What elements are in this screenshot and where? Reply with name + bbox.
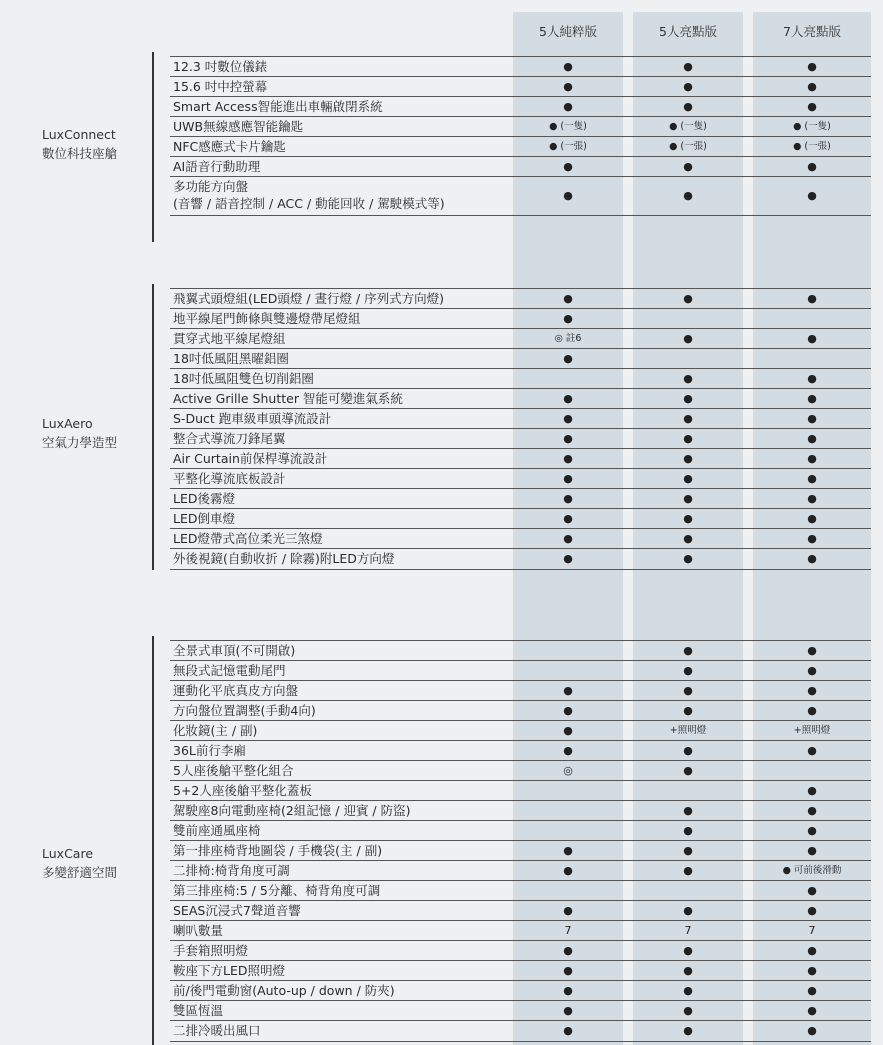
table-row — [170, 528, 871, 549]
cell-value: ● — [563, 100, 573, 113]
table-row — [170, 920, 871, 941]
cell-value: ● — [683, 684, 693, 697]
cell-value: ● — [683, 1004, 693, 1017]
table-row — [170, 448, 871, 469]
table-row — [170, 288, 871, 309]
cell-value: ● — [683, 804, 693, 817]
section-divider-bar — [152, 284, 154, 570]
cell-value: ● — [807, 644, 817, 657]
table-row — [170, 56, 871, 77]
cell-value: ● — [563, 452, 573, 465]
cell-value: ● — [683, 432, 693, 445]
row-label: LED燈帶式高位柔光三煞燈 — [173, 531, 323, 546]
cell-value: ● — [683, 664, 693, 677]
row-label: LED後霧燈 — [173, 491, 235, 506]
row-label: 5+2人座後艙平整化蓋板 — [173, 783, 312, 798]
cell-value: ● — [807, 744, 817, 757]
cell-value: ● — [807, 804, 817, 817]
cell-value: ● — [683, 984, 693, 997]
cell-value: ● — [807, 824, 817, 837]
row-label: 雙區恆溫 — [173, 1003, 224, 1018]
cell-value: ● — [683, 332, 693, 345]
table-row — [170, 760, 871, 781]
cell-value: ● — [563, 472, 573, 485]
cell-value: ● — [807, 552, 817, 565]
cell-value: ● — [563, 60, 573, 73]
cell-value: ● — [807, 412, 817, 425]
cell-value: ● — [807, 512, 817, 525]
cell-value: ● — [563, 532, 573, 545]
cell-value: 7 — [684, 924, 692, 937]
cell-value: ● — [563, 189, 573, 202]
row-label: 15.6 吋中控螢幕 — [173, 79, 268, 94]
cell-value: ◎ — [563, 764, 573, 777]
table-row — [170, 176, 871, 216]
row-label: 雙前座通風座椅 — [173, 823, 261, 838]
cell-value: ● — [683, 552, 693, 565]
table-row — [170, 740, 871, 761]
cell-value: ● — [683, 744, 693, 757]
cell-value: ● — [683, 100, 693, 113]
cell-value: ● — [683, 512, 693, 525]
cell-value: ● — [807, 80, 817, 93]
cell-value: ● — [807, 160, 817, 173]
cell-value: ● — [563, 1024, 573, 1037]
cell-value: ● — [563, 904, 573, 917]
cell-value: ● — [807, 1024, 817, 1037]
row-label: AI語音行動助理 — [173, 159, 261, 174]
cell-value: ● — [683, 704, 693, 717]
cell-value: ● — [807, 100, 817, 113]
table-row — [170, 308, 871, 329]
cell-value: ● — [807, 452, 817, 465]
cell-value: ● — [563, 1004, 573, 1017]
cell-value: ● — [563, 704, 573, 717]
row-label: 手套箱照明燈 — [173, 943, 249, 958]
row-label: 平整化導流底板設計 — [173, 471, 286, 486]
cell-value: 7 — [808, 924, 816, 937]
cell-value: ● — [683, 532, 693, 545]
cell-value: ● (一隻) — [549, 121, 587, 132]
cell-value: ● — [683, 644, 693, 657]
table-row — [170, 96, 871, 117]
table-row — [170, 1000, 871, 1021]
table-row — [170, 1020, 871, 1042]
row-label: Active Grille Shutter 智能可變進氣系統 — [173, 391, 403, 406]
table-row — [170, 156, 871, 177]
table-row — [170, 488, 871, 509]
row-label: 18吋低風阻黑曜鋁圈 — [173, 351, 289, 366]
cell-value: ● 可前後滑動 — [782, 865, 842, 876]
cell-value: ◎ 註6 — [554, 333, 582, 344]
column-header-5-highlight: 5人亮點版 — [659, 24, 717, 39]
table-row — [170, 860, 871, 881]
cell-value: ● — [807, 392, 817, 405]
cell-value: ● — [807, 784, 817, 797]
row-label: 5人座後艙平整化組合 — [173, 763, 294, 778]
cell-value: ● (一張) — [793, 141, 831, 152]
table-row — [170, 700, 871, 721]
cell-value: ● — [683, 1024, 693, 1037]
cell-value: ● — [563, 292, 573, 305]
cell-value: ● (一張) — [669, 141, 707, 152]
cell-value: ● — [807, 492, 817, 505]
row-label: SEAS沉浸式7聲道音響 — [173, 903, 301, 918]
table-row — [170, 348, 871, 369]
row-label: 駕駛座8向電動座椅(2組記憶 / 迎賓 / 防盜) — [173, 803, 411, 818]
cell-value: ● — [683, 60, 693, 73]
table-row — [170, 960, 871, 981]
table-row — [170, 408, 871, 429]
section-label: LuxAero 空氣力學造型 — [42, 416, 118, 450]
table-row — [170, 548, 871, 570]
cell-value: ● — [683, 492, 693, 505]
row-label: 飛翼式頭燈組(LED頭燈 / 晝行燈 / 序列式方向燈) — [173, 291, 445, 306]
table-row — [170, 820, 871, 841]
cell-value: ● — [683, 944, 693, 957]
cell-value: ● — [807, 60, 817, 73]
cell-value: ● — [683, 964, 693, 977]
cell-value: ● — [683, 864, 693, 877]
column-header-7-highlight: 7人亮點版 — [783, 24, 841, 39]
cell-value: 7 — [564, 924, 572, 937]
row-label: 無段式記憶電動尾門 — [173, 663, 286, 678]
row-label: 鞍座下方LED照明燈 — [173, 963, 285, 978]
cell-value: ● (一隻) — [793, 121, 831, 132]
column-header-5-pure: 5人純粹版 — [539, 24, 597, 39]
row-label: Air Curtain前保桿導流設計 — [173, 451, 328, 466]
table-row — [170, 980, 871, 1001]
cell-value: ● — [563, 80, 573, 93]
table-row — [170, 76, 871, 97]
table-row — [170, 940, 871, 961]
cell-value: ● — [563, 844, 573, 857]
section-divider-bar — [152, 52, 154, 242]
cell-value: ● — [807, 292, 817, 305]
row-label: 運動化平底真皮方向盤 — [173, 683, 299, 698]
row-label: 地平線尾門飾條與雙邊燈帶尾燈組 — [173, 311, 361, 326]
section-label: LuxCare 多變舒適空間 — [42, 846, 118, 880]
table-row — [170, 800, 871, 821]
cell-value: ● — [563, 492, 573, 505]
row-label: UWB無線感應智能鑰匙 — [173, 119, 304, 134]
cell-value: ● — [563, 160, 573, 173]
cell-value: +照明燈 — [669, 725, 707, 736]
cell-value: ● — [563, 552, 573, 565]
cell-value: ● — [807, 432, 817, 445]
cell-value: ● — [807, 1004, 817, 1017]
table-row — [170, 720, 871, 741]
cell-value: ● — [563, 944, 573, 957]
cell-value: ● — [807, 372, 817, 385]
cell-value: ● — [563, 352, 573, 365]
row-label: 二排椅:椅背角度可調 — [173, 863, 290, 878]
row-label: 18吋低風阻雙色切削鋁圈 — [173, 371, 314, 386]
cell-value: ● — [563, 392, 573, 405]
cell-value: ● — [683, 392, 693, 405]
cell-value: ● — [807, 704, 817, 717]
cell-value: ● — [807, 532, 817, 545]
cell-value: ● — [807, 904, 817, 917]
cell-value: ● — [563, 412, 573, 425]
table-row — [170, 640, 871, 661]
row-label: 全景式車頂(不可開啟) — [173, 643, 296, 658]
cell-value: ● — [807, 964, 817, 977]
table-row — [170, 468, 871, 489]
table-row — [170, 680, 871, 701]
cell-value: ● — [563, 864, 573, 877]
cell-value: ● — [807, 664, 817, 677]
cell-value: ● — [683, 452, 693, 465]
cell-value: ● — [807, 189, 817, 202]
row-label: 外後視鏡(自動收折 / 除霧)附LED方向燈 — [173, 551, 395, 566]
cell-value: ● — [807, 684, 817, 697]
cell-value: ● — [563, 432, 573, 445]
cell-value: ● — [683, 412, 693, 425]
cell-value: ● — [807, 944, 817, 957]
cell-value: ● — [563, 724, 573, 737]
table-row — [170, 660, 871, 681]
cell-value: ● — [683, 472, 693, 485]
row-label: 第一排座椅背地圖袋 / 手機袋(主 / 副) — [173, 843, 383, 858]
cell-value: +照明燈 — [793, 725, 831, 736]
cell-value: ● — [563, 312, 573, 325]
table-row — [170, 368, 871, 389]
table-row — [170, 136, 871, 157]
table-row — [170, 880, 871, 901]
row-label: LED倒車燈 — [173, 511, 235, 526]
row-label: 喇叭數量 — [173, 923, 224, 938]
row-label: 36L前行李廂 — [173, 743, 246, 758]
cell-value: ● — [683, 844, 693, 857]
row-label: 12.3 吋數位儀錶 — [173, 59, 268, 74]
row-label: 方向盤位置調整(手動4向) — [173, 703, 316, 718]
table-row — [170, 116, 871, 137]
cell-value: ● — [807, 844, 817, 857]
table-row — [170, 428, 871, 449]
cell-value: ● — [683, 904, 693, 917]
row-label: 第三排座椅:5 / 5分離、椅背角度可調 — [173, 883, 381, 898]
cell-value: ● — [807, 984, 817, 997]
row-label: 前/後門電動窗(Auto-up / down / 防夾) — [173, 983, 395, 998]
row-label: Smart Access智能進出車輛啟閉系統 — [173, 99, 383, 114]
row-label: 二排冷暖出風口 — [173, 1023, 261, 1038]
section-label: LuxConnect 數位科技座艙 — [42, 127, 118, 161]
cell-value: ● — [563, 984, 573, 997]
cell-value: ● — [683, 80, 693, 93]
table-row — [170, 840, 871, 861]
cell-value: ● — [683, 824, 693, 837]
row-label: NFC感應式卡片鑰匙 — [173, 139, 286, 154]
section-divider-bar — [152, 636, 154, 1045]
cell-value: ● — [683, 372, 693, 385]
cell-value: ● — [563, 964, 573, 977]
row-label: 化妝鏡(主 / 副) — [173, 723, 258, 738]
cell-value: ● — [807, 884, 817, 897]
row-label: 貫穿式地平線尾燈組 — [173, 331, 286, 346]
cell-value: ● — [563, 684, 573, 697]
row-label: S-Duct 跑車級車頭導流設計 — [173, 411, 332, 426]
row-label: 多功能方向盤 (音響 / 語音控制 / ACC / 動能回收 / 駕駛模式等) — [173, 179, 445, 211]
cell-value: ● — [807, 332, 817, 345]
cell-value: ● — [683, 292, 693, 305]
table-row — [170, 508, 871, 529]
table-row — [170, 328, 871, 349]
cell-value: ● — [683, 764, 693, 777]
cell-value: ● — [807, 472, 817, 485]
row-label: 整合式導流刀鋒尾翼 — [173, 431, 286, 446]
table-row — [170, 780, 871, 801]
cell-value: ● — [563, 744, 573, 757]
cell-value: ● — [683, 160, 693, 173]
cell-value: ● (一張) — [549, 141, 587, 152]
cell-value: ● — [683, 189, 693, 202]
table-row — [170, 388, 871, 409]
cell-value: ● — [563, 512, 573, 525]
cell-value: ● (一隻) — [669, 121, 707, 132]
table-row — [170, 900, 871, 921]
